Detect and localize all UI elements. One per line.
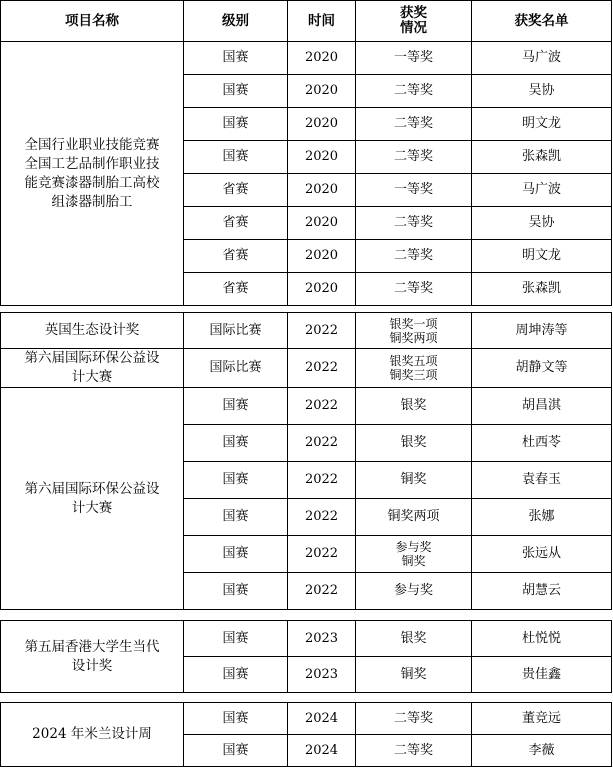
award-cell: 银奖一项 铜奖两项: [356, 313, 472, 349]
awards-table-block-3: [0, 620, 612, 693]
award-cell: 二等奖: [356, 240, 472, 273]
winner-cell: 周坤涛等: [472, 313, 612, 349]
level-cell: 国赛: [184, 499, 288, 536]
level-cell: 国赛: [184, 536, 288, 573]
award-cell: 银奖: [356, 388, 472, 425]
header-row: [1, 1, 612, 42]
project-cell: 英国生态设计奖: [1, 313, 184, 349]
award-cell: 银奖: [356, 425, 472, 462]
table-row: [1, 313, 612, 349]
award-cell: 二等奖: [356, 207, 472, 240]
award-cell: 一等奖: [356, 174, 472, 207]
project-cell: 第六届国际环保公益设 计大赛: [1, 388, 184, 610]
award-cell: 二等奖: [356, 735, 472, 767]
winner-cell: 张远从: [472, 536, 612, 573]
year-cell: 2022: [288, 536, 356, 573]
year-cell: 2020: [288, 240, 356, 273]
level-cell: 省赛: [184, 240, 288, 273]
level-cell: 国际比赛: [184, 313, 288, 349]
award-cell: 银奖: [356, 621, 472, 657]
year-cell: 2020: [288, 174, 356, 207]
winner-cell: 贵佳鑫: [472, 657, 612, 693]
winner-cell: 李薇: [472, 735, 612, 767]
year-cell: 2020: [288, 75, 356, 108]
header-award: 获奖 情况: [356, 1, 472, 42]
project-cell: 全国行业职业技能竞赛 全国工艺品制作职业技 能竞赛漆器制胎工高校 组漆器制胎工: [1, 42, 184, 306]
level-cell: 国赛: [184, 141, 288, 174]
project-cell: 第五届香港大学生当代 设计奖: [1, 621, 184, 693]
winner-cell: 吴协: [472, 207, 612, 240]
header-level: 级别: [184, 1, 288, 42]
year-cell: 2022: [288, 499, 356, 536]
level-cell: 国赛: [184, 621, 288, 657]
table-row: [1, 621, 612, 657]
award-cell: 参与奖 铜奖: [356, 536, 472, 573]
awards-table-block-1: [0, 0, 612, 306]
awards-table-block-2: [0, 312, 612, 610]
year-cell: 2023: [288, 621, 356, 657]
table-row: [1, 42, 612, 75]
awards-table-block-4: [0, 702, 612, 767]
winner-cell: 胡静文等: [472, 349, 612, 388]
award-cell: 二等奖: [356, 75, 472, 108]
level-cell: 国际比赛: [184, 349, 288, 388]
level-cell: 国赛: [184, 388, 288, 425]
level-cell: 国赛: [184, 703, 288, 735]
year-cell: 2022: [288, 313, 356, 349]
award-cell: 二等奖: [356, 273, 472, 306]
table-row: [1, 703, 612, 735]
winner-cell: 董竞远: [472, 703, 612, 735]
table-row: [1, 349, 612, 388]
year-cell: 2020: [288, 108, 356, 141]
project-cell: 第六届国际环保公益设 计大赛: [1, 349, 184, 388]
award-cell: 参与奖: [356, 573, 472, 610]
table-row: [1, 388, 612, 425]
year-cell: 2024: [288, 735, 356, 767]
year-cell: 2020: [288, 273, 356, 306]
winner-cell: 明文龙: [472, 240, 612, 273]
level-cell: 国赛: [184, 108, 288, 141]
award-cell: 二等奖: [356, 141, 472, 174]
year-cell: 2022: [288, 388, 356, 425]
year-cell: 2022: [288, 425, 356, 462]
winner-cell: 张森凯: [472, 141, 612, 174]
winner-cell: 张娜: [472, 499, 612, 536]
level-cell: 国赛: [184, 735, 288, 767]
award-cell: 二等奖: [356, 703, 472, 735]
year-cell: 2023: [288, 657, 356, 693]
year-cell: 2024: [288, 703, 356, 735]
level-cell: 省赛: [184, 273, 288, 306]
header-project: 项目名称: [1, 1, 184, 42]
winner-cell: 杜西苓: [472, 425, 612, 462]
award-cell: 铜奖: [356, 657, 472, 693]
level-cell: 省赛: [184, 174, 288, 207]
year-cell: 2020: [288, 42, 356, 75]
winner-cell: 明文龙: [472, 108, 612, 141]
level-cell: 国赛: [184, 42, 288, 75]
level-cell: 国赛: [184, 573, 288, 610]
level-cell: 国赛: [184, 657, 288, 693]
level-cell: 国赛: [184, 425, 288, 462]
award-cell: 铜奖两项: [356, 499, 472, 536]
year-cell: 2022: [288, 462, 356, 499]
award-cell: 铜奖: [356, 462, 472, 499]
header-winners: 获奖名单: [472, 1, 612, 42]
winner-cell: 杜悦悦: [472, 621, 612, 657]
year-cell: 2022: [288, 573, 356, 610]
winner-cell: 胡慧云: [472, 573, 612, 610]
level-cell: 国赛: [184, 462, 288, 499]
header-year: 时间: [288, 1, 356, 42]
winner-cell: 马广波: [472, 174, 612, 207]
award-cell: 一等奖: [356, 42, 472, 75]
year-cell: 2020: [288, 207, 356, 240]
year-cell: 2020: [288, 141, 356, 174]
year-cell: 2022: [288, 349, 356, 388]
winner-cell: 吴协: [472, 75, 612, 108]
winner-cell: 袁春玉: [472, 462, 612, 499]
level-cell: 省赛: [184, 207, 288, 240]
level-cell: 国赛: [184, 75, 288, 108]
award-cell: 二等奖: [356, 108, 472, 141]
winner-cell: 马广波: [472, 42, 612, 75]
project-cell: 2024 年米兰设计周: [1, 703, 184, 767]
winner-cell: 张森凯: [472, 273, 612, 306]
winner-cell: 胡昌淇: [472, 388, 612, 425]
award-cell: 银奖五项 铜奖三项: [356, 349, 472, 388]
